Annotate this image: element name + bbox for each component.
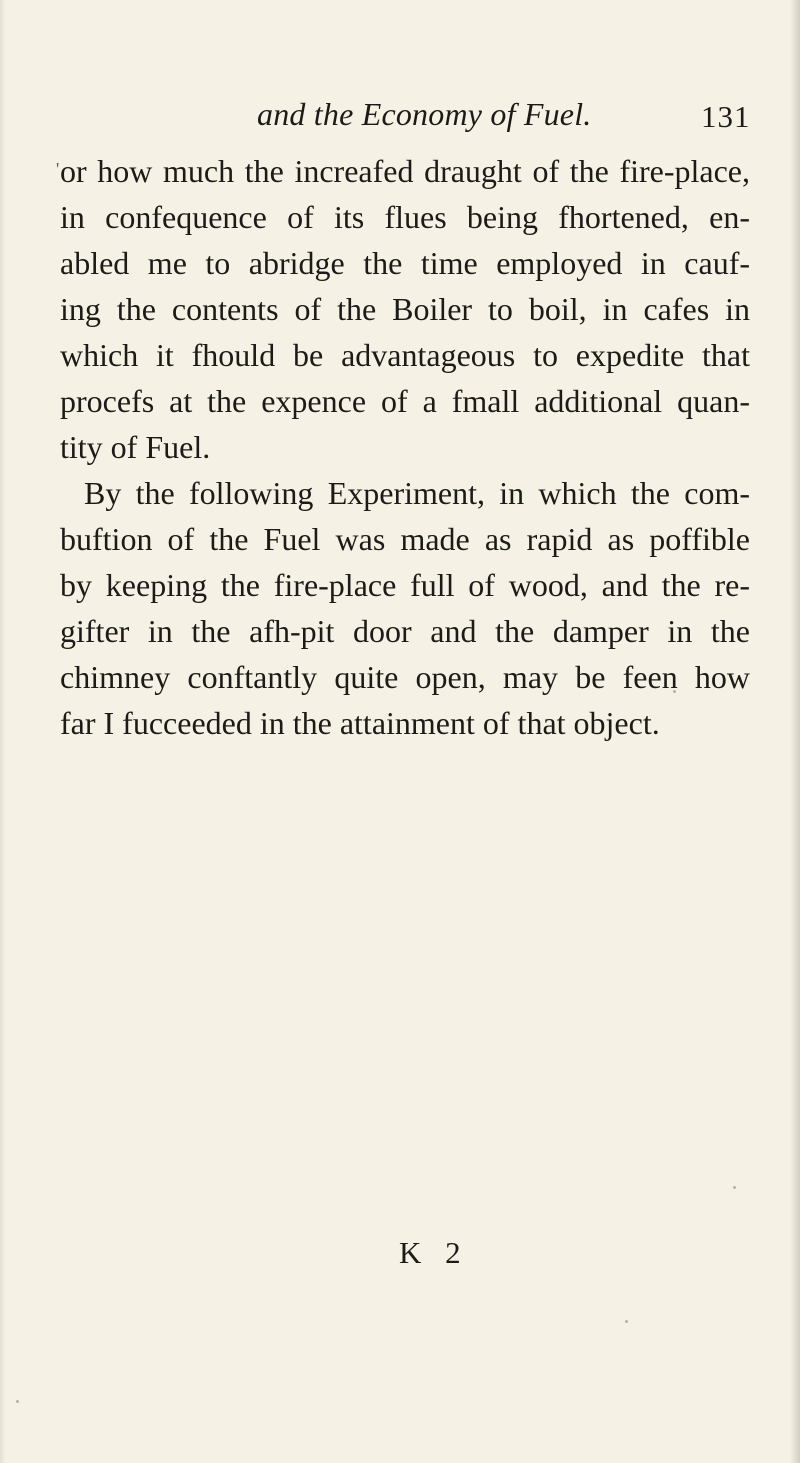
text-line: by keeping the fire-place full of wood, and the re- <box>60 567 750 603</box>
page-header <box>0 96 800 156</box>
text-line: ing the contents of the Boiler to boil, in cafes in <box>60 291 750 327</box>
paper-speck <box>733 1186 736 1189</box>
text-line: far I fucceeded in the attainment of that object. <box>60 705 660 741</box>
binding-shadow <box>790 0 800 1463</box>
text-line: buftion of the Fuel was made as rapid as poffible <box>60 521 750 557</box>
text-line: in confequence of its flues being fhortened, en- <box>60 199 750 235</box>
paragraph-first-line: By the following Experiment, in which the com- <box>84 475 750 511</box>
page-left-edge <box>0 0 6 1463</box>
body-text <box>60 148 750 746</box>
running-title: and the Economy of Fuel. <box>257 96 592 132</box>
paper-speck <box>16 1400 19 1403</box>
page-number: 131 <box>701 99 751 134</box>
text-line: ' or how much the increafed draught of the fire-place, <box>60 148 750 194</box>
text-line: which it fhould be advantageous to expedite that <box>60 337 750 373</box>
text-line: chimney conftantly quite open, may be feen how <box>60 659 750 695</box>
text-line: abled me to abridge the time employed in cauf- <box>60 245 750 281</box>
text-line: tity of Fuel. <box>60 429 211 465</box>
text-line: procefs at the expence of a fmall additional quan- <box>60 383 750 419</box>
paper-speck <box>673 690 676 693</box>
paper-speck <box>625 1320 628 1323</box>
signature-mark: K 2 <box>399 1235 469 1270</box>
text-line: gifter in the afh-pit door and the damper in the <box>60 613 750 649</box>
